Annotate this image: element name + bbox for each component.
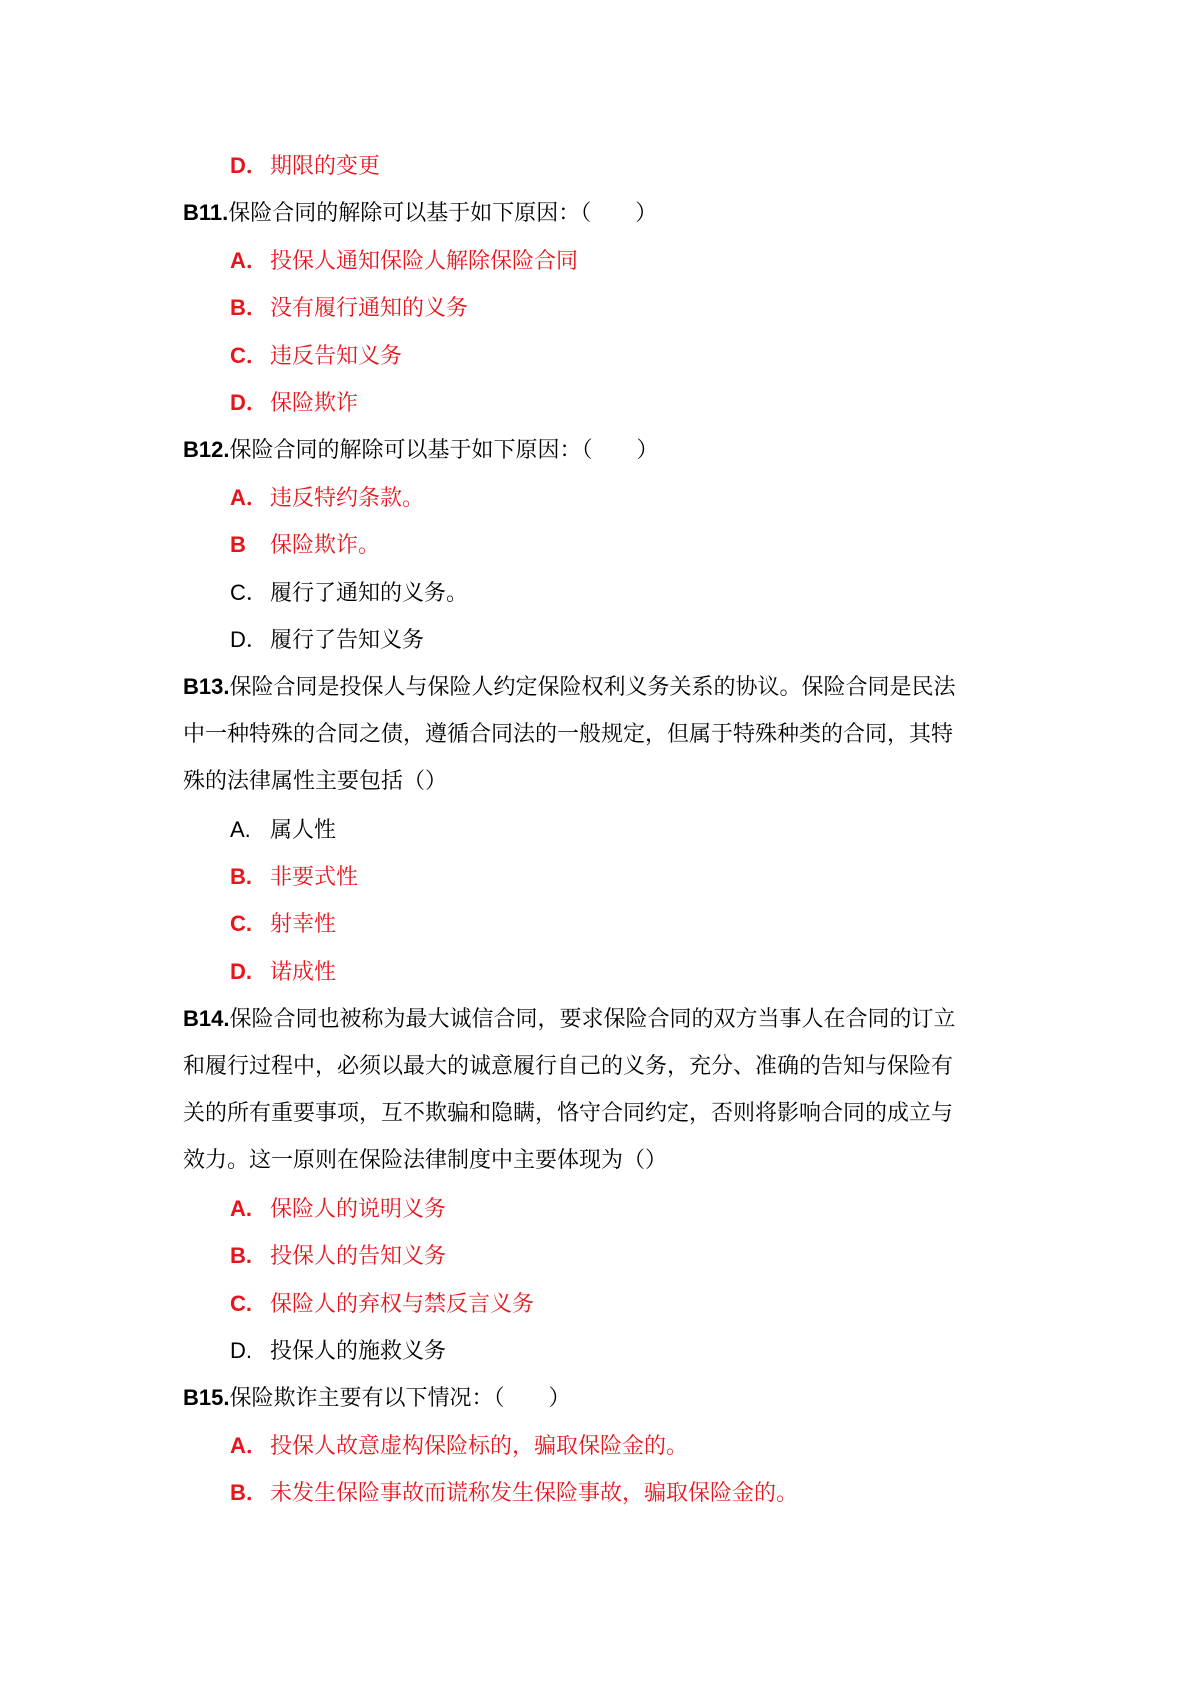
question-number: B15. [183, 1385, 230, 1411]
answer-option [230, 150, 380, 183]
option-text: 保险欺诈 [270, 391, 359, 416]
answer-option [230, 956, 336, 989]
answer-option [230, 624, 424, 657]
answer-option [230, 1193, 446, 1226]
option-label: C. [230, 1290, 252, 1316]
option-label: B． [230, 1480, 268, 1506]
option-text: 投保人故意虚构保险标的，骗取保险金的。 [270, 1433, 689, 1459]
option-label: A. [230, 1195, 252, 1221]
option-label: C. [230, 911, 252, 937]
option-text: 保险欺诈。 [270, 533, 381, 559]
option-label: C． [230, 579, 268, 605]
answer-option [230, 908, 336, 941]
option-text: 期限的变更 [270, 154, 381, 179]
option-label: A． [230, 1432, 268, 1458]
option-text: 履行了通知的义务。 [270, 580, 469, 606]
option-label: D． [230, 627, 268, 652]
answer-option [230, 340, 402, 373]
question-number: B14. [183, 1006, 230, 1032]
answer-option [230, 814, 336, 847]
question-stem [183, 434, 659, 467]
answer-option [230, 529, 380, 562]
option-text: 射幸性 [270, 912, 337, 938]
option-label: D． [230, 153, 268, 178]
option-text: 违反告知义务 [270, 343, 403, 369]
option-text: 投保人的施救义务 [270, 1339, 447, 1364]
answer-option [230, 1240, 446, 1273]
option-text: 保险人的弃权与禁反言义务 [270, 1291, 535, 1317]
answer-option [230, 1430, 688, 1463]
question-stem [183, 1003, 956, 1036]
answer-option [230, 292, 468, 325]
question-stem [183, 197, 657, 230]
option-text: 保险人的说明义务 [270, 1196, 447, 1222]
answer-option [230, 387, 358, 420]
option-text: 非要式性 [270, 865, 359, 890]
question-text: 保险合同的解除可以基于如下原因：（ ） [228, 201, 658, 227]
answer-option [230, 577, 468, 610]
option-text: 诺成性 [270, 959, 337, 985]
option-label: A. [230, 816, 251, 842]
option-label: C． [230, 342, 268, 368]
question-text-continuation: 中一种特殊的合同之债，遵循合同法的一般规定，但属于特殊种类的合同，其特 [183, 721, 954, 747]
option-label: B. [230, 864, 252, 889]
answer-option [230, 861, 358, 894]
option-text: 没有履行通知的义务 [270, 296, 469, 322]
option-text: 投保人的告知义务 [270, 1244, 447, 1270]
answer-option [230, 245, 578, 278]
option-label: D． [230, 390, 268, 415]
option-text: 违反特约条款。 [270, 485, 425, 511]
option-label: A． [230, 247, 268, 273]
option-label: A． [230, 484, 268, 510]
question-stem [183, 671, 956, 704]
question-text: 保险合同的解除可以基于如下原因：（ ） [229, 438, 659, 464]
answer-option [230, 1477, 798, 1510]
question-text-continuation: 效力。这一原则在保险法律制度中主要体现为（） [183, 1148, 668, 1174]
question-text-continuation: 殊的法律属性主要包括（） [183, 769, 448, 795]
option-text: 履行了告知义务 [270, 628, 425, 653]
option-label: D. [230, 958, 252, 984]
answer-option [230, 1288, 534, 1321]
question-text-continuation: 和履行过程中，必须以最大的诚意履行自己的义务，充分、准确的告知与保险有 [183, 1053, 954, 1079]
answer-option [230, 1335, 446, 1368]
question-text: 保险合同是投保人与保险人约定保险权利义务关系的协议。保险合同是民法 [229, 675, 956, 701]
question-stem [183, 1382, 571, 1415]
question-number: B11. [183, 200, 229, 226]
answer-option [230, 482, 424, 515]
option-label: D. [230, 1338, 252, 1363]
question-text-continuation: 关的所有重要事项，互不欺骗和隐瞒，恪守合同约定，否则将影响合同的成立与 [183, 1101, 954, 1126]
option-text: 未发生保险事故而谎称发生保险事故，骗取保险金的。 [270, 1481, 799, 1507]
option-label: B． [230, 295, 268, 321]
option-label: B. [230, 1243, 252, 1269]
option-label: B [230, 532, 246, 558]
question-number: B12. [183, 437, 230, 463]
question-text: 保险欺诈主要有以下情况：（ ） [229, 1386, 571, 1412]
option-text: 投保人通知保险人解除保险合同 [270, 248, 579, 274]
question-number: B13. [183, 674, 230, 700]
question-text: 保险合同也被称为最大诚信合同，要求保险合同的双方当事人在合同的订立 [229, 1007, 956, 1033]
option-text: 属人性 [270, 817, 337, 843]
